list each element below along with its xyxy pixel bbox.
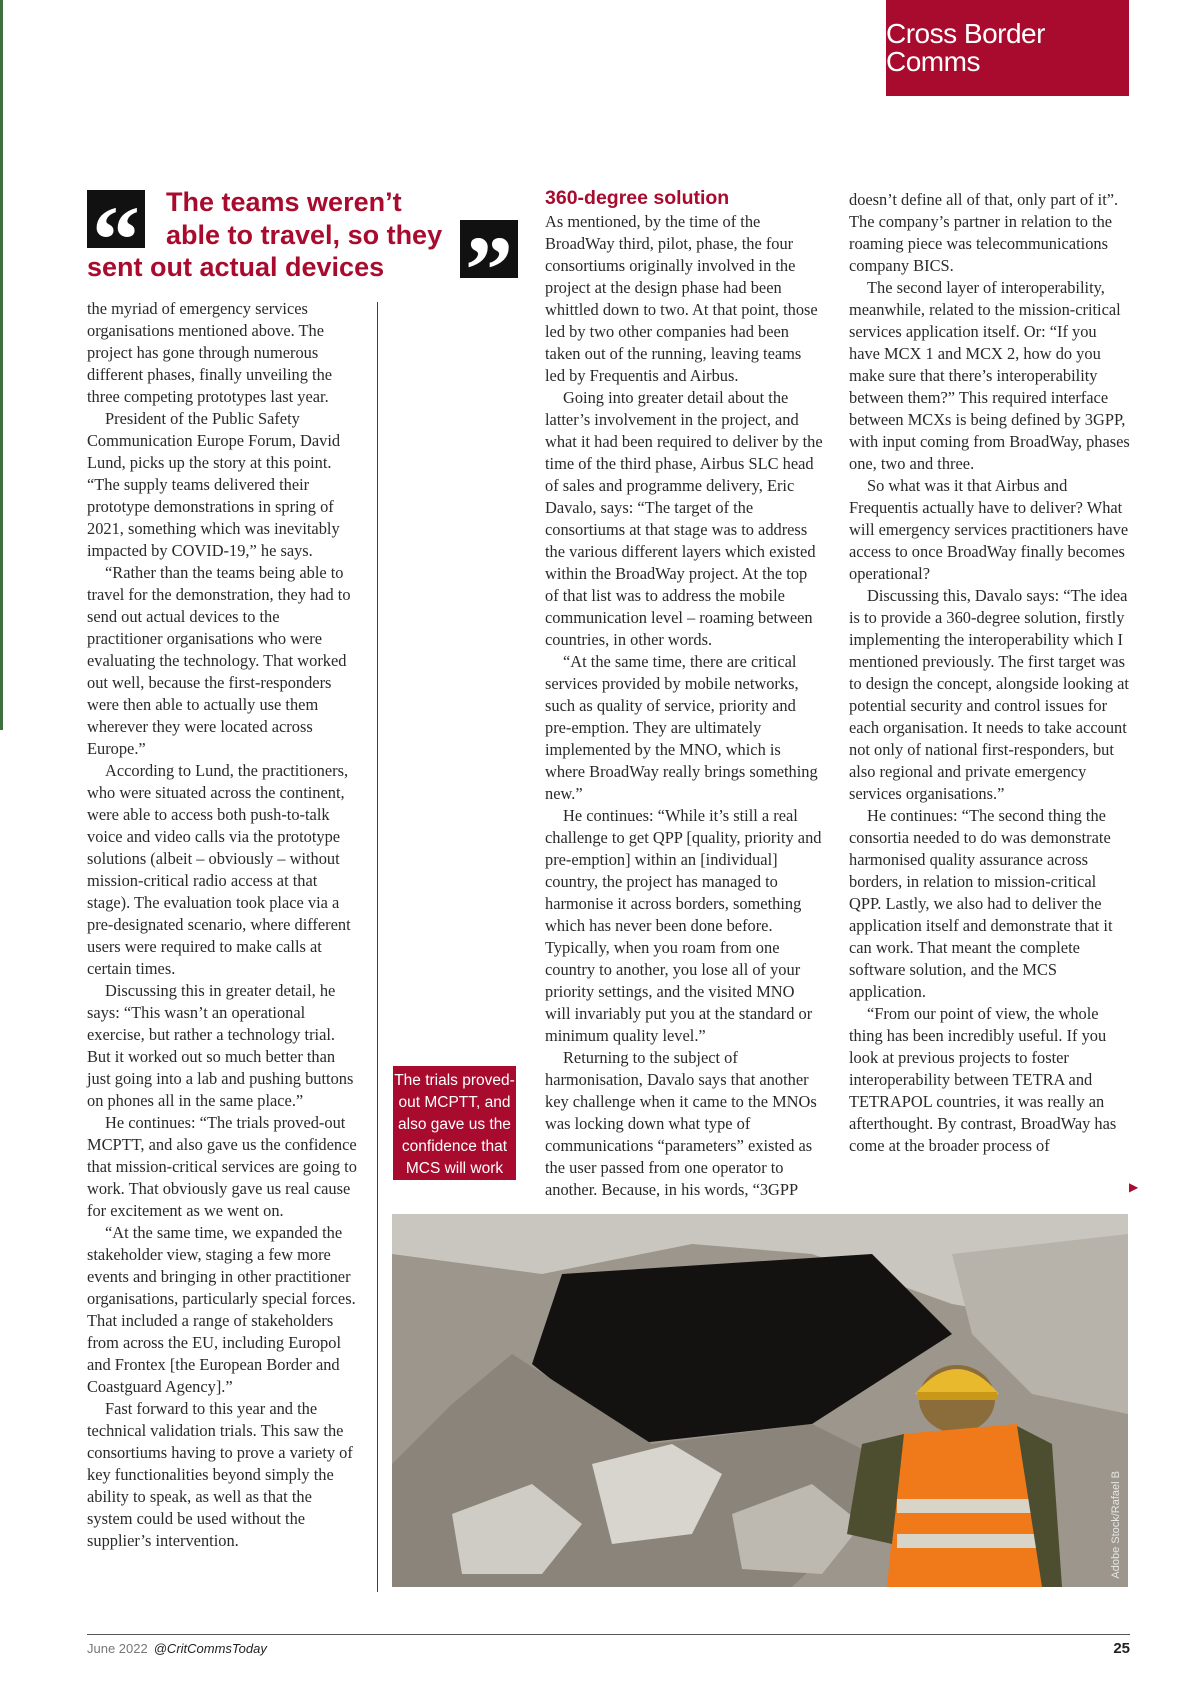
footer-info (87, 1641, 267, 1656)
paragraph: the myriad of emergency services organisations mentioned above. The project has gone through numerous different phases, finally unveiling the three competing prototypes last year. (87, 299, 333, 406)
paragraph: President of the Public Safety Communication Europe Forum, David Lund, picks up the story at this point. “The supply teams delivered their prototype demonstrations in spring of 2021, something which was inevitably impacted by COVID-19,” he says. (87, 409, 341, 560)
page-number: 25 (1113, 1640, 1130, 1657)
callout-box: The trials proved-out MCPTT, and also gave us the confidence that MCS will work (393, 1066, 516, 1180)
pull-quote-line: The teams weren’t (166, 187, 402, 217)
column-divider (377, 302, 378, 1592)
article-column-1 (87, 298, 357, 1552)
continue-arrow-icon: ▶ (1129, 1180, 1139, 1194)
paragraph: So what was it that Airbus and Frequentis actually have to deliver? What will emergency services practitioners have access to once BroadWay finally becomes operational? (849, 476, 1129, 583)
paragraph: According to Lund, the practitioners, who were situated across the continent, were able to access both push-to-talk voice and video calls via the prototype solutions (albeit – obviously – without mission-critical radio access at that stage). The evaluation took place via a pre-designated scenario, where different users were required to make calls at certain times. (87, 761, 351, 978)
page-edge-stripe (0, 0, 3, 730)
photo-illustration (392, 1214, 1128, 1587)
footer-rule (87, 1634, 1130, 1635)
paragraph: Going into greater detail about the latter’s involvement in the project, and what it had been required to deliver by the time of the third phase, Airbus SLC head of sales and programme delivery, Eric Davalo, says: “The target of the consortiums at that stage was to address the various different layers which existed within the BroadWay project. At the top of that list was to address the mobile communication level – roaming between countries, in other words. (545, 388, 823, 649)
pull-quote (87, 186, 517, 286)
section-subhead: 360-degree solution (545, 187, 730, 209)
pull-quote-line: able to travel, so they (166, 219, 443, 250)
paragraph: “Rather than the teams being able to travel for the demonstration, they had to send out actual devices to the practitioner organisations who were evaluating the technology. That worked out well, because the first-responders were then able to actually use them wherever they were located across Europe.” (87, 563, 351, 758)
paragraph: He continues: “The second thing the consortia needed to do was demonstrate harmonised quality assurance across borders, in relation to mission-critical QPP. Lastly, we also had to deliver the application itself and demonstrate that it can work. That meant the complete software solution, and the MCS application. (849, 806, 1113, 1001)
paragraph: Returning to the subject of harmonisation, Davalo says that another key challenge when it came to the MNOs was locking down what type of communications “parameters” existed as the user passed from one operator to another. Because, in his words, “3GPP (545, 1048, 817, 1199)
section-label: Cross Border Comms (886, 0, 1129, 96)
paragraph: “At the same time, we expanded the stakeholder view, staging a few more events and bringing in other practitioner organisations, particularly special forces. That included a range of stakeholders from across the EU, including Europol and Frontex [the European Border and Coastguard Agency].” (87, 1223, 356, 1396)
paragraph: “At the same time, there are critical services provided by mobile networks, such as quality of service, priority and pre-emption. They are ultimately implemented by the MNO, which is where BroadWay really brings something new.” (545, 652, 818, 803)
paragraph: doesn’t define all of that, only part of it”. The company’s partner in relation to the roaming piece was telecommunications company BICS. (849, 190, 1119, 275)
paragraph: He continues: “The trials proved-out MCPTT, and also gave us the confidence that mission-critical services are going to work. That obviously gave us real cause for excitement as we went on. (87, 1113, 357, 1220)
article-column-3 (849, 189, 1130, 1157)
paragraph: Fast forward to this year and the technical validation trials. This saw the consortiums having to prove a variety of key functionalities beyond simply the ability to speak, as well as that the system could be used without the supplier’s intervention. (87, 1399, 353, 1550)
paragraph: The second layer of interoperability, meanwhile, related to the mission-critical services application itself. Or: “If you have MCX 1 and MCX 2, how do you make sure that there’s interoperability between them?” This required interface between MCXs is being defined by 3GPP, with input coming from BroadWay, phases one, two and three. (849, 278, 1130, 473)
paragraph: “From our point of view, the whole thing has been incredibly useful. If you look at previous projects to foster interoperability between TETRA and TETRAPOL countries, it was really an afterthought. By contrast, BroadWay has come at the broader process of (849, 1004, 1117, 1155)
rescue-worker-photo (392, 1214, 1128, 1587)
pull-quote-text (87, 186, 517, 284)
open-quote-icon: “ (87, 190, 145, 248)
paragraph: Discussing this, Davalo says: “The idea is to provide a 360-degree solution, firstly implementing the interoperability which I mentioned previously. The first target was to design the concept, alongside looking at potential security and control issues for each organisation. It needs to take account not only of national first-responders, but also regional and private emergency services organisations.” (849, 586, 1129, 803)
issue-date: June 2022 (87, 1641, 148, 1656)
pull-quote-line: sent out actual devices (87, 252, 385, 282)
paragraph: As mentioned, by the time of the BroadWay third, pilot, phase, the four consortiums originally involved in the project at the design phase had been whittled down to two. At that point, those led by two other companies had been taken out of the running, leaving teams led by Frequentis and Airbus. (545, 212, 818, 385)
social-handle: @CritCommsToday (153, 1641, 267, 1656)
paragraph: Discussing this in greater detail, he says: “This wasn’t an operational exercise, but rather a technology trial. But it worked out so much better than just going into a lab and pushing buttons on phones all in the same place.” (87, 981, 354, 1110)
paragraph: He continues: “While it’s still a real challenge to get QPP [quality, priority and pre-emption] within an [individual] country, the project has managed to harmonise it across borders, something which has never been done before. Typically, when you roam from one country to another, you lose all of your priority settings, and the visited MNO will invariably put you at the standard or minimum quality level.” (545, 806, 822, 1045)
close-quote-icon: ” (460, 220, 518, 278)
article-column-2 (545, 187, 823, 1201)
photo-credit: Adobe Stock/Rafael B (1110, 1471, 1122, 1579)
